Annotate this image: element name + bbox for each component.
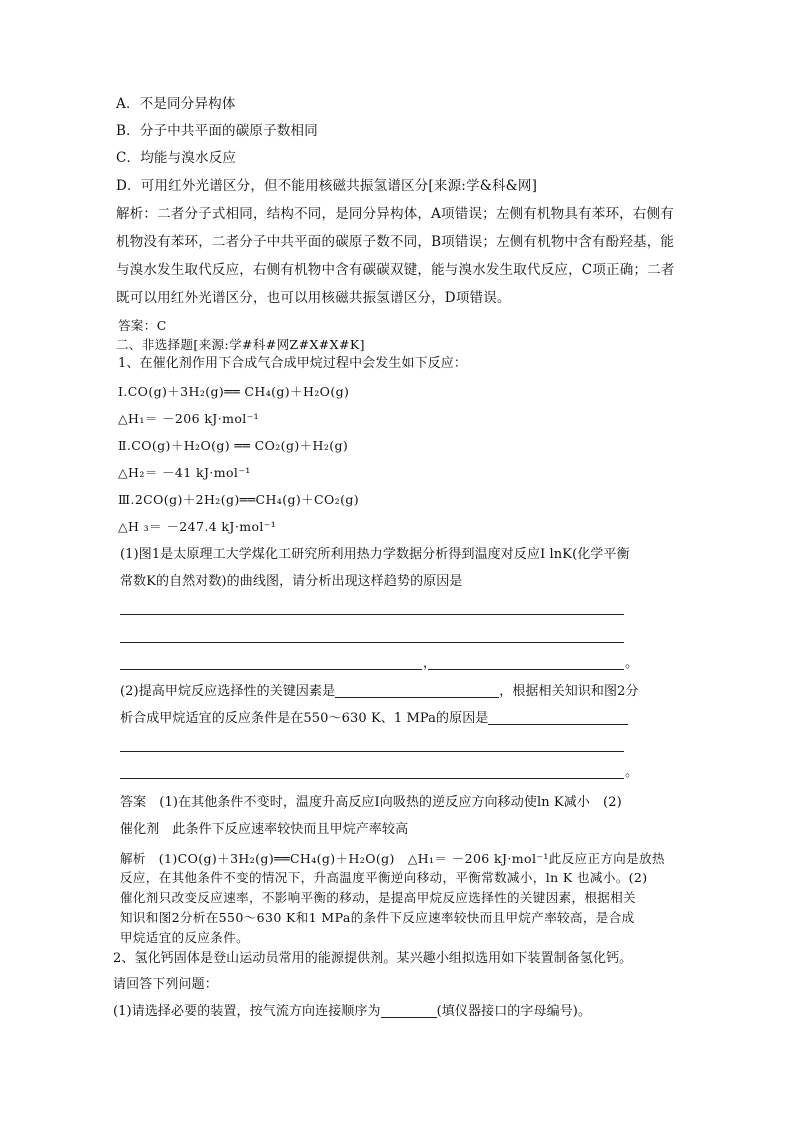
analysis1-line-2: 机物没有苯环，二者分子中共平面的碳原子数不同，B项错误；左侧有机物中含有酚羟基，能 — [116, 234, 675, 250]
question2-part1-text-b: (填仪器接口的字母编号)。 — [436, 1004, 592, 1019]
question1-part2-line-1 — [120, 683, 639, 701]
answer-blank-line-1[interactable] — [120, 614, 624, 615]
question2-part1 — [113, 1003, 591, 1021]
reaction-1: Ⅰ.CO(g)＋3H₂(g)══ CH₄(g)＋H₂O(g) — [118, 384, 350, 399]
answer-blank-line-2[interactable] — [120, 642, 624, 643]
question1-part2-text-b: ，根据相关知识和图2分 — [499, 684, 639, 699]
choice-c: C．均能与溴水反应 — [116, 150, 237, 166]
conditions-blank[interactable] — [488, 710, 628, 725]
section-heading: 二、非选择题[来源:学#科#网Z#X#X#K] — [116, 337, 365, 352]
choice-a: A．不是同分异构体 — [116, 96, 236, 112]
question2-line-2: 请回答下列问题： — [113, 977, 218, 992]
analysis2-line-5: 甲烷适宜的反应条件。 — [120, 930, 250, 945]
connection-order-blank[interactable] — [381, 1003, 437, 1018]
answer-blank-line-3a[interactable] — [120, 669, 422, 670]
enthalpy-3: △H ₃＝ －247.4 kJ·mol⁻¹ — [118, 519, 277, 534]
analysis1-line-4: 既可以用红外光谱区分，也可以用核磁共振氢谱区分，D项错误。 — [116, 290, 511, 306]
answer1: 答案：C — [118, 318, 167, 333]
comma: ， — [423, 656, 437, 671]
reaction-3: Ⅲ.2CO(g)＋2H₂(g)══CH₄(g)＋CO₂(g) — [118, 492, 360, 507]
answer2-line-2: 催化剂 此条件下反应速率较快而且甲烷产率较高 — [120, 822, 409, 837]
question2-line-1: 2、氢化钙固体是登山运动员常用的能源提供剂。某兴趣小组拟选用如下装置制备氢化钙。 — [113, 951, 633, 966]
choice-b: B．分子中共平面的碳原子数相同 — [116, 123, 318, 139]
enthalpy-2: △H₂＝ －41 kJ·mol⁻¹ — [118, 465, 251, 480]
analysis2-line-1: 解析 (1)CO(g)＋3H₂(g)══CH₄(g)＋H₂O(g) △H₁＝ －206 kJ·mol⁻¹此反应正方向是放热 — [120, 851, 665, 866]
question1-part2-text-a: (2)提高甲烷反应选择性的关键因素是 — [120, 684, 336, 699]
answer-blank-line-3b[interactable] — [428, 669, 624, 670]
question1-intro: 1、在催化剂作用下合成气合成甲烷过程中会发生如下反应： — [118, 356, 467, 371]
reaction-2: Ⅱ.CO(g)＋H₂O(g) ══ CO₂(g)＋H₂(g) — [118, 438, 349, 453]
analysis1-line-1: 解析：二者分子式相同，结构不同，是同分异构体，A项错误；左侧有机物具有苯环，右侧有 — [116, 206, 674, 222]
answer2-line-1: 答案 (1)在其他条件不变时，温度升高反应Ⅰ向吸热的逆反应方向移动使ln K减小 (2) — [120, 795, 622, 810]
choice-d: D．可用红外光谱区分，但不能用核磁共振氢谱区分[来源:学&科&网] — [116, 178, 538, 194]
answer-blank-line-5[interactable] — [120, 778, 624, 779]
period-2: 。 — [625, 765, 639, 780]
enthalpy-1: △H₁＝ －206 kJ·mol⁻¹ — [118, 411, 260, 426]
question2-part1-text-a: (1)请选择必要的装置，按气流方向连接顺序为 — [113, 1004, 381, 1019]
answer-blank-line-4[interactable] — [120, 751, 624, 752]
analysis2-line-3: 催化剂只改变反应速率，不影响平衡的移动，是提高甲烷反应选择性的关键因素，根据相关 — [120, 890, 637, 905]
question1-part2-text-c: 析合成甲烷适宜的反应条件是在550～630 K、1 MPa的原因是 — [120, 711, 489, 726]
analysis2-line-4: 知识和图2分析在550～630 K和1 MPa的条件下反应速率较快而且甲烷产率较高，是合成 — [120, 910, 635, 925]
question1-part1-line-2: 常数K的自然对数)的曲线图，请分析出现这样趋势的原因是 — [120, 574, 463, 589]
analysis1-line-3: 与溴水发生取代反应，右侧有机物中含有碳碳双键，能与溴水发生取代反应，C项正确；二者 — [116, 262, 675, 278]
analysis2-line-2: 反应，在其他条件不变的情况下，升高温度平衡逆向移动，平衡常数减小，ln K 也减小。(2) — [120, 870, 648, 885]
selectivity-blank[interactable] — [335, 683, 499, 698]
period-1: 。 — [625, 656, 639, 671]
question1-part1-line-1: (1)图1是太原理工大学煤化工研究所利用热力学数据分析得到温度对反应Ⅰ lnK(化学平衡 — [120, 547, 630, 562]
question1-part2-line-2 — [120, 710, 628, 728]
